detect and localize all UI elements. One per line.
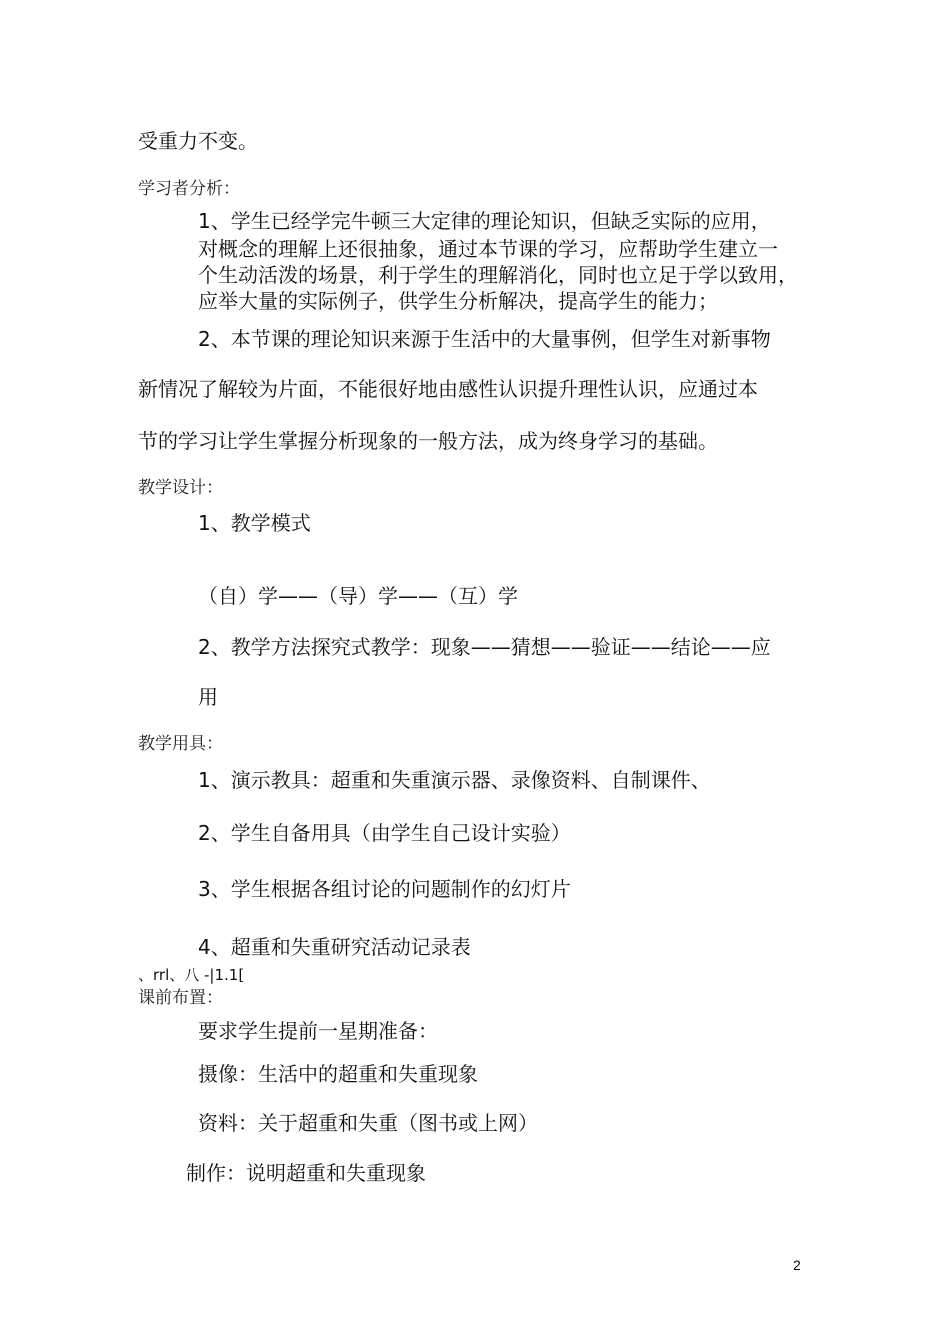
text-line: 节的学习让学生掌握分析现象的一般方法，成为终身学习的基础。 — [138, 429, 718, 453]
text-line: 3、学生根据各组讨论的问题制作的幻灯片 — [198, 877, 571, 901]
text-line: 对概念的理解上还很抽象，通过本节课的学习，应帮助学生建立一 — [198, 237, 778, 261]
text-line: 应举大量的实际例子，供学生分析解决，提高学生的能力； — [198, 289, 718, 313]
text-line: 4、超重和失重研究活动记录表 — [198, 935, 471, 959]
text-line: 2、教学方法探究式教学：现象——猜想——验证——结论——应 — [198, 635, 771, 659]
text-line: 2、本节课的理论知识来源于生活中的大量事例，但学生对新事物 — [198, 327, 771, 351]
text-line: 1、教学模式 — [198, 511, 311, 535]
section-heading: 教学用具： — [138, 734, 223, 754]
text-line: 1、学生已经学完牛顿三大定律的理论知识，但缺乏实际的应用， — [198, 209, 771, 233]
text-line: 2、学生自备用具（由学生自己设计实验） — [198, 821, 571, 845]
text-line: 要求学生提前一星期准备： — [198, 1019, 438, 1043]
section-heading: 学习者分析： — [138, 179, 240, 199]
text-line: 资料：关于超重和失重（图书或上网） — [198, 1111, 538, 1135]
text-line: 受重力不变。 — [138, 129, 258, 153]
text-line: 1、演示教具：超重和失重演示器、录像资料、自制课件、 — [198, 768, 711, 792]
text-line: 个生动活泼的场景，利于学生的理解消化，同时也立足于学以致用， — [198, 263, 798, 287]
section-heading: 课前布置： — [138, 988, 223, 1008]
ocr-artifact-text: 、rrl、八 -|1.1[ — [138, 966, 245, 984]
page-number: 2 — [793, 1257, 801, 1273]
text-line: 用 — [198, 685, 218, 709]
section-heading: 教学设计： — [138, 478, 223, 498]
text-line: 制作：说明超重和失重现象 — [186, 1161, 426, 1185]
text-line: 新情况了解较为片面，不能很好地由感性认识提升理性认识，应通过本 — [138, 377, 758, 401]
text-line: （自）学——（导）学——（互）学 — [198, 584, 518, 608]
text-line: 摄像：生活中的超重和失重现象 — [198, 1062, 478, 1086]
